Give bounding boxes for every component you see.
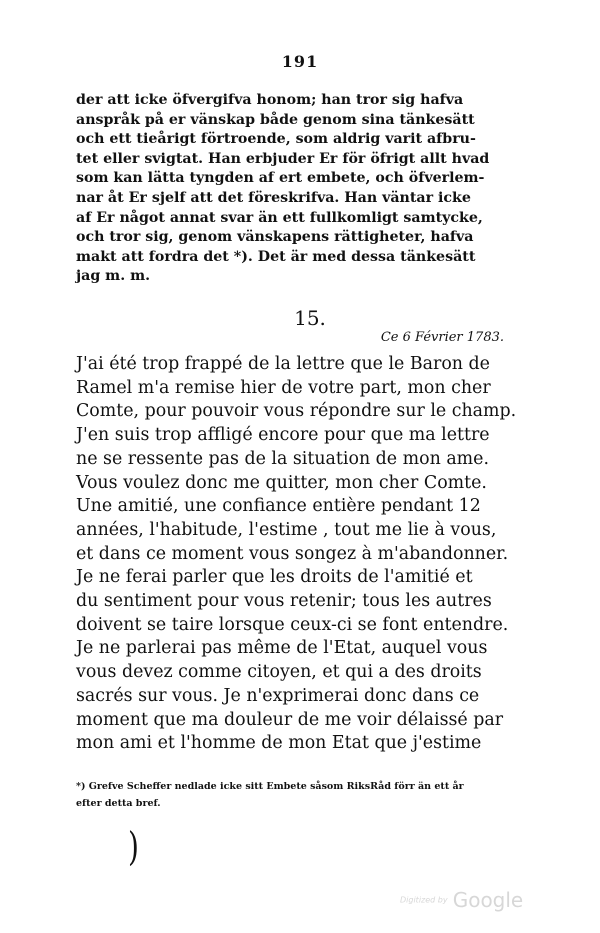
text-line: années, l'habitude, l'estime , tout me lie à vous, (76, 519, 497, 540)
text-line: anspråk på er vänskap både genom sina tänkesätt (76, 111, 475, 128)
text-line: der att icke öfvergifva honom; han tror sig hafva (76, 92, 464, 108)
text-line: et dans ce moment vous songez à m'abandonner. (76, 543, 509, 564)
text-line: tet eller svigtat. Han erbjuder Er för öfrigt allt hvad (76, 150, 490, 167)
text-line: Je ne ferai parler que les droits de l'amitié et (76, 567, 473, 588)
text-line: du sentiment pour vous retenir; tous les autres (76, 591, 492, 612)
text-line: doivent se taire lorsque ceux-ci se font entendre. (76, 614, 509, 635)
google-logo: Google (452, 888, 524, 912)
text-line: Je ne parlerai pas même de l'Etat, auquel vous (76, 638, 488, 659)
french-letter-body (76, 353, 517, 756)
text-line: makt att fordra det *). Det är med dessa tänkesätt (76, 248, 476, 265)
bracket-mark: ) (128, 823, 139, 870)
page-number: 191 (281, 52, 319, 71)
watermark-prefix: Digitized by (400, 895, 448, 905)
swedish-paragraph (76, 91, 502, 287)
text-line: J'en suis trop affligé encore pour que ma lettre (76, 425, 490, 446)
footnote-line: *) Grefve Scheffer nedlade icke sitt Embete såsom RiksRåd förr än ett år (76, 781, 464, 792)
text-line: och ett tieårigt förtroende, som aldrig varit afbru- (76, 131, 476, 148)
text-line: sacrés sur vous. Je n'exprimerai donc dans ce (76, 685, 480, 706)
text-line: vous devez comme citoyen, et qui a des droits (76, 662, 482, 683)
text-line: J'ai été trop frappé de la lettre que le Baron de (76, 354, 490, 374)
text-line: moment que ma douleur de me voir délaissé par (76, 709, 504, 730)
section-number: 15. (294, 306, 326, 330)
text-line: Vous voulez donc me quitter, mon cher Comte. (76, 472, 487, 493)
text-line: Comte, pour pouvoir vous répondre sur le champ. (76, 401, 517, 422)
footnote-line: efter detta bref. (76, 798, 161, 809)
text-line: som kan lätta tyngden af ert embete, och öfverlem- (76, 170, 485, 187)
text-line: Ramel m'a remise hier de votre part, mon cher (76, 377, 491, 398)
footnote (76, 778, 506, 812)
text-line: mon ami et l'homme de mon Etat que j'estime (76, 733, 482, 754)
text-line: nar åt Er sjelf att det föreskrifva. Han väntar icke (76, 189, 471, 206)
text-line: ne se ressente pas de la situation de mon ame. (76, 448, 489, 469)
digitization-watermark (400, 888, 523, 912)
text-line: Une amitié, une confiance entière pendant 12 (76, 496, 481, 517)
letter-date: Ce 6 Février 1783. (380, 330, 504, 345)
text-line: af Er något annat svar än ett fullkomligt samtycke, (76, 209, 483, 226)
text-line: jag m. m. (76, 268, 151, 285)
text-line: och tror sig, genom vänskapens rättigheter, hafva (76, 229, 474, 246)
